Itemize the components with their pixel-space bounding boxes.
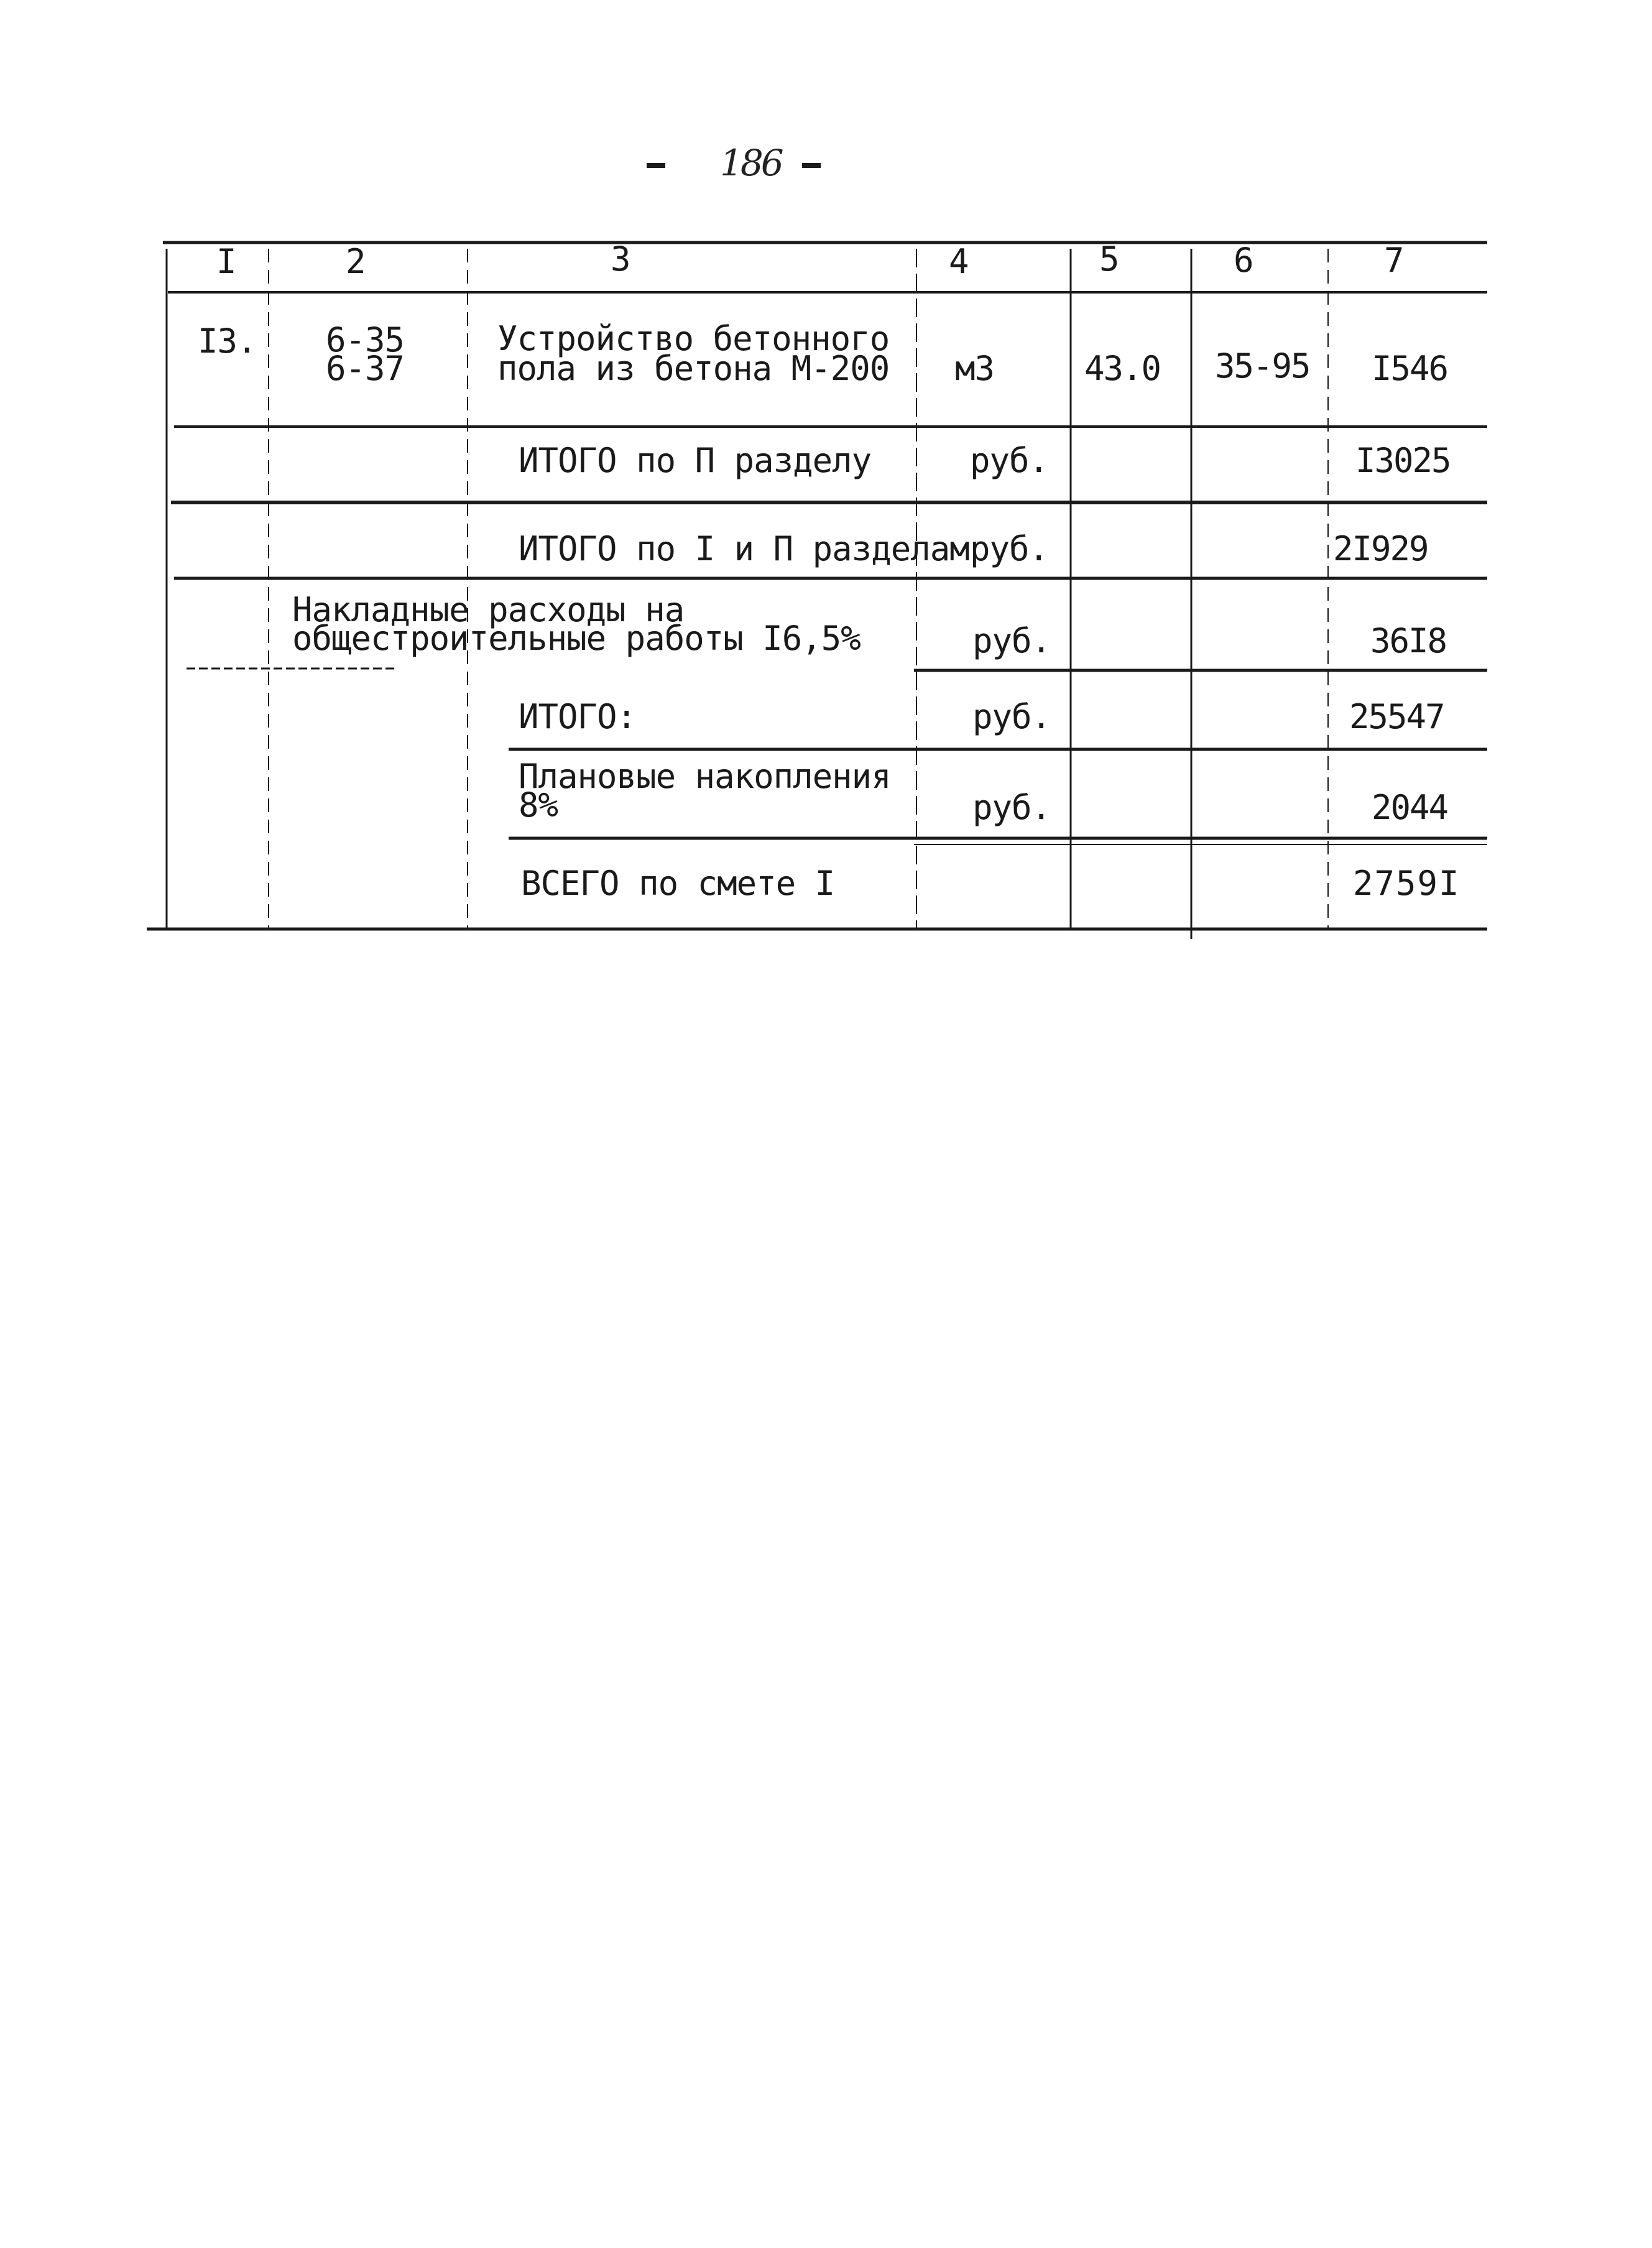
row13-code-2: 6-37 <box>326 349 405 388</box>
header-col-1: I <box>216 242 236 281</box>
subtotal-section2-total: I3025 <box>1355 441 1451 480</box>
grand-total-label: ВСЕГО по смете I <box>521 864 835 903</box>
row13-price: 35-95 <box>1215 346 1310 386</box>
subtotal-section2-label: ИТОГО по П разделу <box>519 441 872 480</box>
planned-label-1: Плановые накопления <box>519 757 891 796</box>
row13-number: I3. <box>198 321 257 361</box>
page-number-value: 186 <box>720 142 782 184</box>
row13-quantity: 43.0 <box>1084 349 1161 388</box>
planned-label-2: 8% <box>519 785 558 825</box>
itogo-total: 25547 <box>1349 697 1444 736</box>
header-col-6: 6 <box>1234 241 1253 280</box>
overhead-label-2: общестроительные работы I6,5% <box>292 619 861 658</box>
row13-unit: м3 <box>955 349 995 388</box>
itogo-unit: руб. <box>972 697 1051 736</box>
header-col-3: 3 <box>611 239 630 279</box>
subtotal-sections-total: 2I929 <box>1333 529 1428 568</box>
planned-total: 2044 <box>1372 788 1448 827</box>
subtotal-section2-unit: руб. <box>970 441 1049 480</box>
header-col-5: 5 <box>1099 239 1119 279</box>
header-col-7: 7 <box>1384 241 1404 280</box>
subtotal-sections-label: ИТОГО по I и П разделам <box>519 529 969 568</box>
row13-code-1: 6-35 <box>326 320 405 359</box>
itogo-label: ИТОГО: <box>519 697 637 736</box>
overhead-label-1: Накладные расходы на <box>292 590 685 629</box>
row13-total: I546 <box>1372 349 1448 388</box>
planned-unit: руб. <box>972 788 1051 827</box>
header-col-2: 2 <box>346 242 366 281</box>
row13-description-2: пола из бетона М-200 <box>497 349 890 388</box>
row13-description-1: Устройство бетонного <box>497 319 890 358</box>
grand-total-value: 2759I <box>1353 864 1460 903</box>
overhead-total: 36I8 <box>1370 621 1447 660</box>
header-col-4: 4 <box>949 242 969 281</box>
overhead-unit: руб. <box>972 621 1051 660</box>
subtotal-sections-unit: руб. <box>970 529 1049 568</box>
